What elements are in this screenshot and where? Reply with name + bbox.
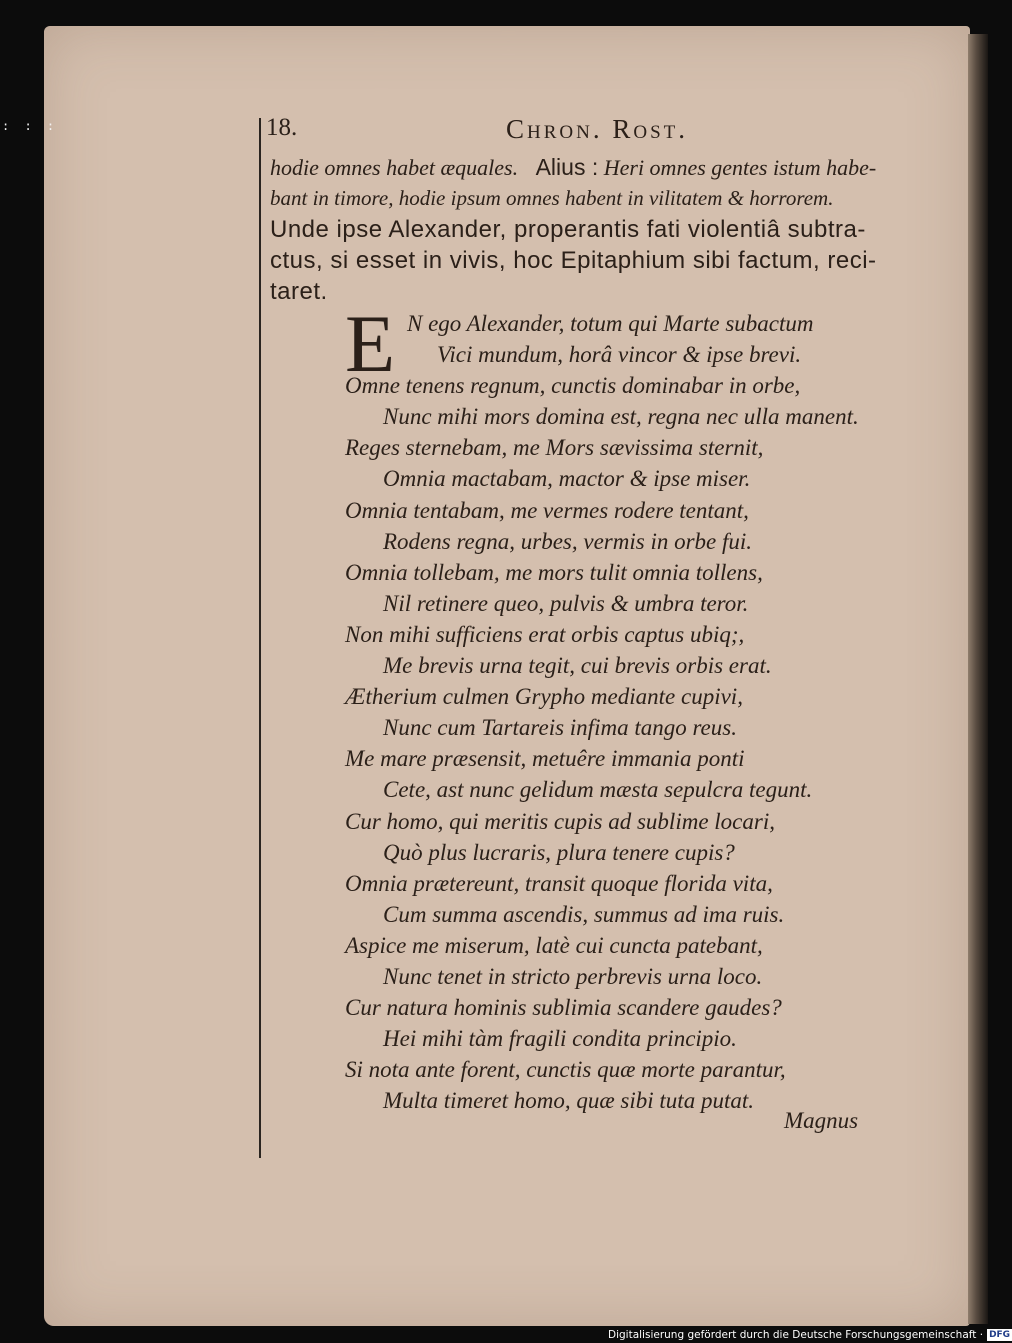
catchword: Magnus bbox=[784, 1108, 859, 1133]
verse-line: Quò plus lucraris, plura tenere cupis? bbox=[383, 839, 735, 865]
credit-text: Digitalisierung gefördert durch die Deutsche Forschungsgemeinschaft · bbox=[608, 1329, 984, 1341]
verse-line: Multa timeret homo, quæ sibi tuta putat. bbox=[383, 1088, 754, 1114]
verse-line: Reges sternebam, me Mors sævissima sternit, bbox=[345, 435, 764, 461]
prose-line: Unde ipse Alexander, properantis fati violentiâ subtra- bbox=[270, 216, 866, 243]
verse-line: Nunc mihi mors domina est, regna nec ulla manent. bbox=[383, 404, 859, 430]
verse-line: Nunc tenet in stricto perbrevis urna loco. bbox=[383, 963, 763, 989]
verse-line: Vici mundum, horâ vincor & ipse brevi. bbox=[437, 342, 802, 368]
verse-line: Cur natura hominis sublimia scandere gaudes? bbox=[345, 995, 782, 1021]
scan-tick-marks: : : : bbox=[2, 119, 59, 133]
margin-rule bbox=[259, 118, 261, 1158]
running-head: Chron. Rost. bbox=[506, 114, 688, 144]
epitaph-poem bbox=[345, 298, 945, 1116]
digitization-credit bbox=[608, 1328, 1012, 1342]
verse-line: Omnia prætereunt, transit quoque florida vita, bbox=[345, 870, 773, 896]
verse-line: Omnia mactabam, mactor & ipse miser. bbox=[383, 466, 751, 492]
verse-line: Non mihi sufficiens erat orbis captus ubiq;, bbox=[345, 621, 745, 647]
verse-line: Omnia tentabam, me vermes rodere tentant, bbox=[345, 497, 749, 523]
page-edge bbox=[968, 34, 988, 1324]
prose-segment: Heri omnes gentes istum habe- bbox=[603, 155, 877, 180]
verse-line: Si nota ante forent, cunctis quæ morte parantur, bbox=[345, 1057, 786, 1083]
verse-line: Nunc cum Tartareis infima tango reus. bbox=[383, 715, 737, 741]
prose-line: bant in timore, hodie ipsum omnes habent in vilitatem & horrorem. bbox=[270, 186, 834, 210]
page-header bbox=[266, 114, 936, 154]
verse-line: Rodens regna, urbes, vermis in orbe fui. bbox=[383, 528, 753, 554]
prose-block bbox=[270, 152, 940, 307]
page-number: 18. bbox=[266, 114, 298, 141]
verse-line: Cur homo, qui meritis cupis ad sublime locari, bbox=[345, 808, 775, 834]
verse-line: Omne tenens regnum, cunctis dominabar in orbe, bbox=[345, 373, 801, 399]
dfg-logo: DFG bbox=[989, 1330, 1011, 1340]
verse-line: Hei mihi tàm fragili condita principio. bbox=[383, 1026, 737, 1052]
prose-segment: hodie omnes habet æquales. bbox=[270, 155, 519, 180]
verse-line: Cete, ast nunc gelidum mæsta sepulcra tegunt. bbox=[383, 777, 813, 803]
verse-line: Me mare præsensit, metuêre immania ponti bbox=[345, 746, 745, 772]
verse-line: Me brevis urna tegit, cui brevis orbis erat. bbox=[383, 653, 772, 679]
verse-line: Aspice me miserum, latè cui cuncta patebant, bbox=[345, 932, 763, 958]
prose-segment: Alius : bbox=[535, 154, 599, 180]
verse-line: N ego Alexander, totum qui Marte subactum bbox=[407, 311, 814, 336]
drop-cap: E bbox=[345, 298, 396, 389]
prose-line: ctus, si esset in vivis, hoc Epitaphium sibi factum, reci- bbox=[270, 247, 877, 274]
verse-line: Ætherium culmen Grypho mediante cupivi, bbox=[345, 684, 743, 710]
verse-line: Nil retinere queo, pulvis & umbra teror. bbox=[383, 590, 749, 616]
prose-line: taret. bbox=[270, 278, 328, 305]
verse-line: Cum summa ascendis, summus ad ima ruis. bbox=[383, 901, 785, 927]
verse-line: Omnia tollebam, me mors tulit omnia tollens, bbox=[345, 559, 763, 585]
prose-line bbox=[270, 152, 940, 183]
